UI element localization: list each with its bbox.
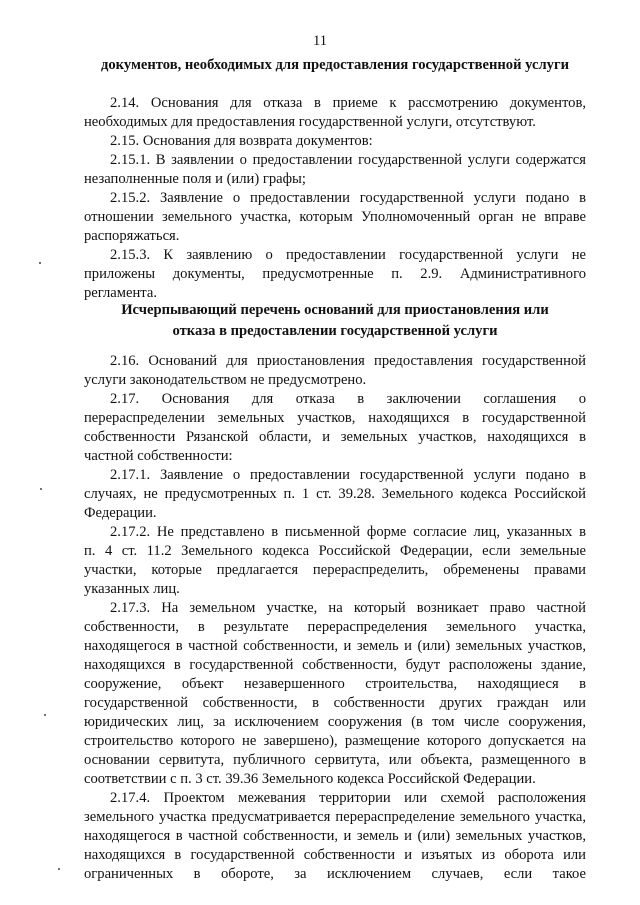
text-line: находящегося в частной собственности, и земель и (или) земельных участков, (84, 828, 586, 844)
scan-speck (39, 262, 41, 264)
text-line: Федерации. (84, 505, 157, 521)
text-line: ограниченных в обороте, за исключением случаев, если такое (84, 866, 586, 882)
heading-line: документов, необходимых для предоставления государственной услуги (101, 57, 569, 73)
scan-speck (44, 714, 46, 716)
paragraphs-2-16-2-17 (84, 352, 586, 884)
text-line: приложены документы, предусмотренные п. 2.9. Административного (84, 266, 586, 282)
text-line: 2.16. Оснований для приостановления предоставления государственной (110, 353, 586, 369)
text-line: 2.15.3. К заявлению о предоставлении государственной услуги не (110, 247, 586, 263)
text-line: 2.15. Основания для возврата документов: (110, 133, 373, 149)
section-heading-top (84, 56, 586, 75)
text-line: государственной собственности, в собственности других граждан или (84, 695, 586, 711)
text-line: отношении земельного участка, которым Уполномоченный орган не вправе (84, 209, 586, 225)
text-line: случаях, не предусмотренных п. 1 ст. 39.28. Земельного кодекса Российской (84, 486, 586, 502)
text-line: сооружение, объект незавершенного строительства, находящиеся в (84, 676, 586, 692)
text-line: 2.17. Основания для отказа в заключении соглашения о (110, 391, 586, 407)
text-line: п. 4 ст. 11.2 Земельного кодекса Российской Федерации, если земельные (84, 543, 586, 559)
text-line: 2.15.1. В заявлении о предоставлении государственной услуги содержатся (110, 152, 586, 168)
text-line: необходимых для предоставления государственной услуги, отсутствуют. (84, 114, 536, 130)
text-line: 2.17.4. Проектом межевания территории или схемой расположения (110, 790, 586, 806)
section-heading-2-16 (84, 300, 586, 342)
text-line: находящегося в частной собственности, и земель и (или) земельных участков, (84, 638, 586, 654)
text-line: находящихся в государственной собственности, будут расположены здание, (84, 657, 586, 673)
text-line: участки, которые предлагается перераспределить, обременены правами (84, 562, 586, 578)
text-line: строительство которого не завершено), размещение которого допускается на (84, 733, 586, 749)
text-line: частной собственности: (84, 448, 233, 464)
text-line: 2.15.2. Заявление о предоставлении государственной услуги подано в (110, 190, 586, 206)
text-line: 2.14. Основания для отказа в приеме к рассмотрению документов, (110, 95, 586, 111)
text-line: перераспределении земельных участков, находящихся в государственной (84, 410, 586, 426)
text-line: указанных лиц. (84, 581, 180, 597)
text-line: регламента. (84, 285, 157, 301)
text-line: услуги законодательством не предусмотрено. (84, 372, 367, 388)
text-line: 2.17.2. Не представлено в письменной форме согласие лиц, указанных в (110, 524, 586, 540)
text-line: распоряжаться. (84, 228, 180, 244)
text-line: соответствии с п. 3 ст. 39.36 Земельного кодекса Российской Федерации. (84, 771, 536, 787)
text-line: основании сервитута, публичного сервитута, или объекта, размещенного в (84, 752, 586, 768)
heading-line: Исчерпывающий перечень оснований для приостановления или (121, 302, 549, 318)
scan-speck (40, 488, 42, 490)
scan-speck (58, 868, 60, 870)
text-line: собственности, в результате перераспределения земельного участка, (84, 619, 586, 635)
text-line: 2.17.1. Заявление о предоставлении государственной услуги подано в (110, 467, 586, 483)
text-line: находящихся в государственной собственности и изъятых из оборота или (84, 847, 586, 863)
text-line: земельного участка предусматривается перераспределение земельного участка, (84, 809, 586, 825)
text-line: 2.17.3. На земельном участке, на который возникает право частной (110, 600, 586, 616)
text-line: незаполненные поля и (или) графы; (84, 171, 306, 187)
text-line: юридических лиц, за исключением сооружения (в том числе сооружения, (84, 714, 586, 730)
heading-line: отказа в предоставлении государственной услуги (172, 323, 498, 339)
page-number: 11 (313, 33, 327, 49)
paragraphs-2-14-2-15 (84, 94, 586, 303)
text-line: собственности Рязанской области, и земельных участков, находящихся в (84, 429, 586, 445)
